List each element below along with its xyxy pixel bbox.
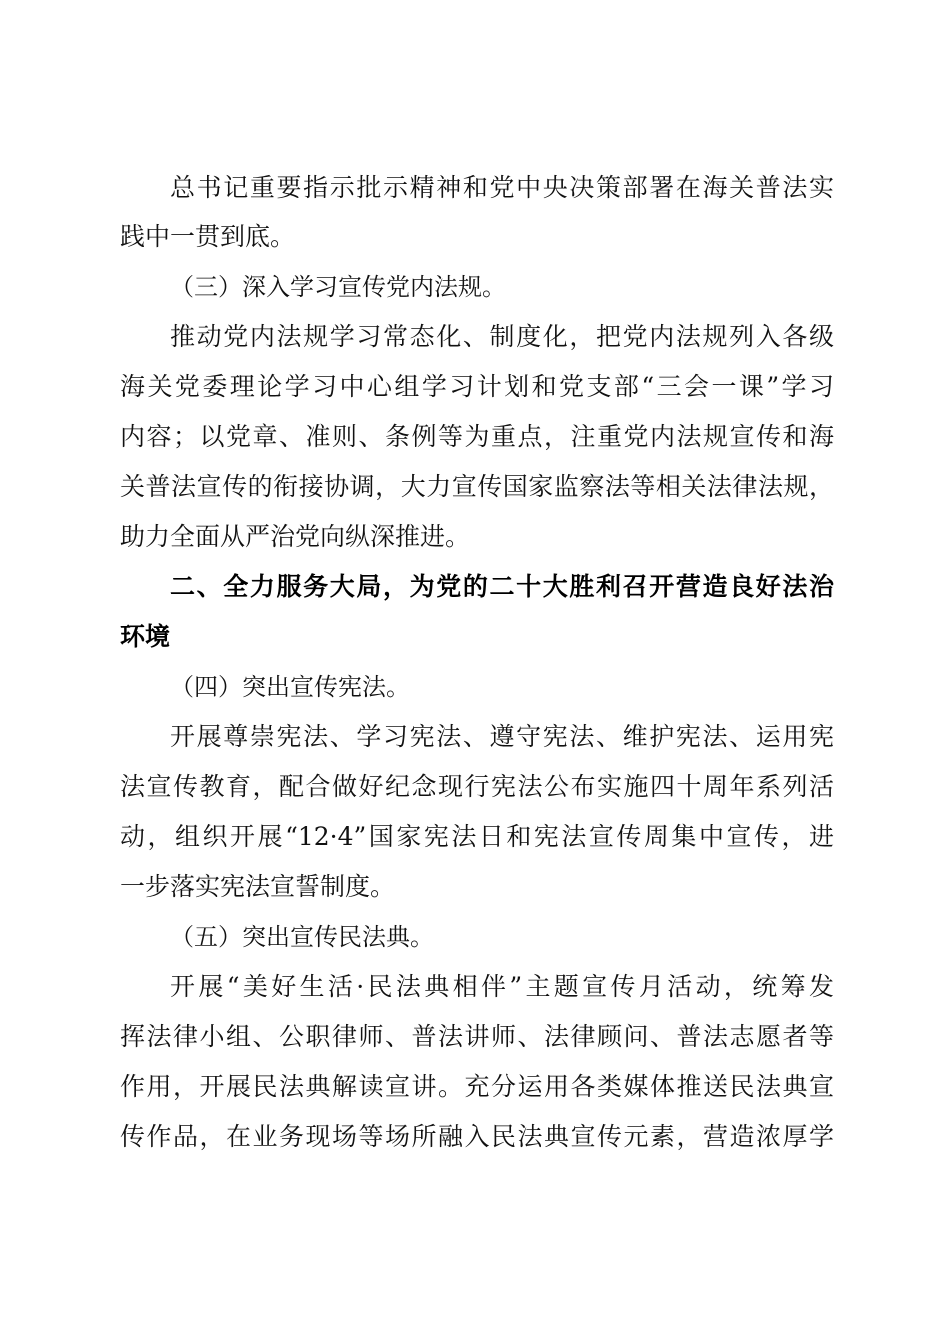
- body-text-line: 助力全面从严治党向纵深推进。: [120, 522, 471, 551]
- body-text-line: 法宣传教育，配合做好纪念现行宪法公布实施四十周年系列活: [120, 772, 834, 801]
- section-subheading: （五）突出宣传民法典。: [170, 923, 434, 951]
- body-text-line: 一步落实宪法宣誓制度。: [120, 872, 396, 901]
- body-text-line: 开展“美好生活·民法典相伴”主题宣传月活动，统筹发: [170, 972, 834, 1001]
- body-text-line: 推动党内法规学习常态化、制度化，把党内法规列入各级: [170, 322, 834, 351]
- body-text-line: 践中一贯到底。: [120, 222, 296, 251]
- section-heading: 二、全力服务大局，为党的二十大胜利召开营造良好法治: [170, 572, 834, 601]
- section-subheading: （四）突出宣传宪法。: [170, 673, 410, 701]
- body-text-line: 海关党委理论学习中心组学习计划和党支部“三会一课”学习: [120, 372, 834, 401]
- body-text-line: 挥法律小组、公职律师、普法讲师、法律顾问、普法志愿者等: [120, 1022, 834, 1051]
- body-text-line: 关普法宣传的衔接协调，大力宣传国家监察法等相关法律法规，: [120, 472, 834, 501]
- body-text-line: 作用，开展民法典解读宣讲。充分运用各类媒体推送民法典宣: [120, 1072, 834, 1101]
- body-text-line: 动，组织开展“12·4”国家宪法日和宪法宣传周集中宣传，进: [120, 822, 834, 851]
- body-text-line: 总书记重要指示批示精神和党中央决策部署在海关普法实: [170, 173, 834, 202]
- body-text-line: 开展尊崇宪法、学习宪法、遵守宪法、维护宪法、运用宪: [170, 722, 834, 751]
- body-text-line: 内容；以党章、准则、条例等为重点，注重党内法规宣传和海: [120, 422, 834, 451]
- section-heading-continuation: 环境: [120, 622, 171, 651]
- section-subheading: （三）深入学习宣传党内法规。: [170, 273, 506, 301]
- body-text-line: 传作品，在业务现场等场所融入民法典宣传元素，营造浓厚学: [120, 1122, 834, 1151]
